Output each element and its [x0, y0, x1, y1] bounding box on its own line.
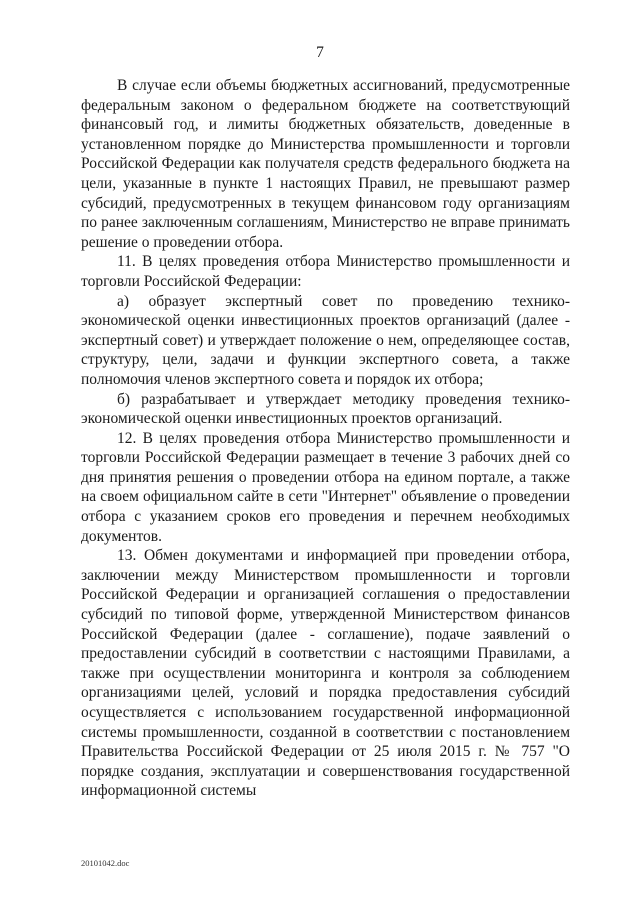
document-body: [81, 76, 570, 801]
paragraph-item-11-b: б) разрабатывает и утверждает методику проведения технико-экономической оценки инвестиционных проектов организаций.: [81, 390, 570, 428]
page-number: 7: [316, 44, 324, 61]
footer-filename: 20101042.doc: [81, 858, 130, 868]
paragraph-budget-allocations: В случае если объемы бюджетных ассигнований, предусмотренные федеральным законом о федеральном бюджете на соответствующий финансовый год, и лимиты бюджетных обязательств, доведенные в установленном порядке до Министерства промышленности и торговли Российской Федерации как получателя средств федерального бюджета на цели, указанные в пункте 1 настоящих Правил, не превышают размер субсидий, предусмотренных в текущем финансовом году организациям по ранее заключенным соглашениям, Министерство не вправе принимать решение о проведении отбора.: [81, 77, 570, 251]
paragraph-item-12: 12. В целях проведения отбора Министерство промышленности и торговли Российской Федерации размещает в течение 3 рабочих дней со дня принятия решения о проведении отбора на едином портале, а также на своем официальном сайте в сети "Интернет" объявление о проведении отбора с указанием сроков его проведения и перечнем необходимых документов.: [81, 429, 570, 545]
paragraph-item-13: 13. Обмен документами и информацией при проведении отбора, заключении между Министерством промышленности и торговли Российской Федерации и организацией соглашения о предоставлении субсидий по типовой форме, утвержденной Министерством финансов Российской Федерации (далее - соглашение), подаче заявлений о предоставлении субсидий в соответствии с настоящими Правилами, а также при осуществлении мониторинга и контроля за соблюдением организациями целей, условий и порядка предоставления субсидий осуществляется с использованием государственной информационной системы промышленности, созданной в соответствии с постановлением Правительства Российской Федерации от 25 июля 2015 г. № 757 "О порядке создания, эксплуатации и совершенствования государственной информационной системы: [81, 547, 570, 800]
paragraph-item-11-a: а) образует экспертный совет по проведению технико-экономической оценки инвестиционных проектов организаций (далее - экспертный совет) и утверждает положение о нем, определяющее состав, структуру, цели, задачи и функции экспертного совета, а также полномочия членов экспертного совета и порядок их отбора;: [81, 292, 570, 388]
paragraph-item-11: 11. В целях проведения отбора Министерство промышленности и торговли Российской Федерации:: [81, 253, 570, 290]
